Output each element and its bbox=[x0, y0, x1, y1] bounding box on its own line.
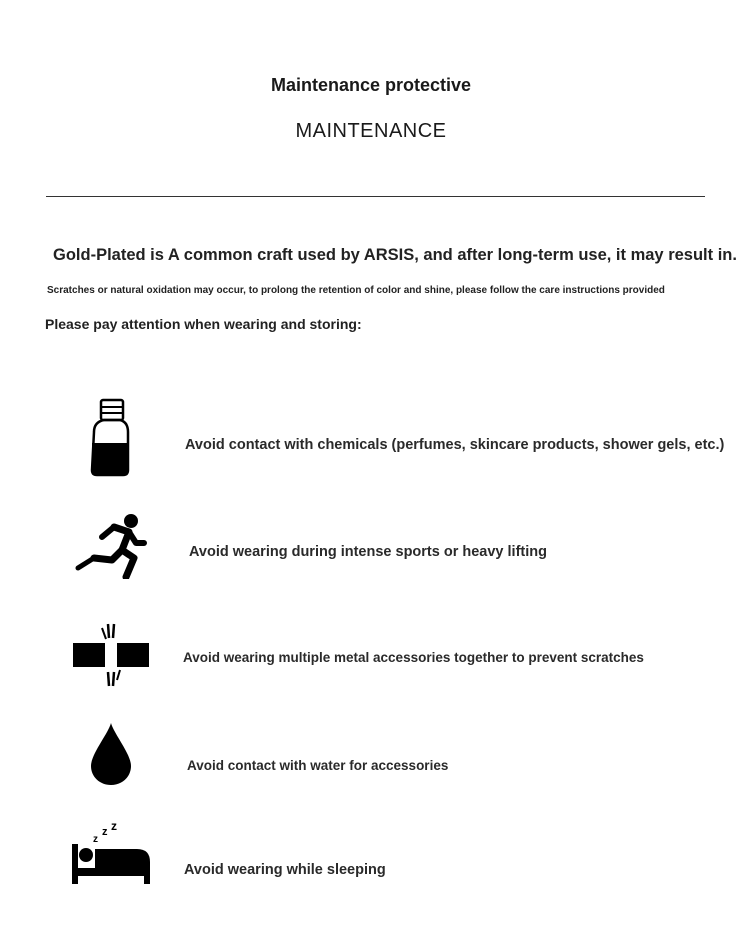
attention-heading: Please pay attention when wearing and storing: bbox=[45, 316, 362, 332]
running-person-icon bbox=[74, 513, 148, 584]
care-item-text: Avoid wearing multiple metal accessories together to prevent scratches bbox=[183, 650, 644, 665]
intro-headline: Gold-Plated is A common craft used by ARSIS, and after long-term use, it may result in. bbox=[53, 246, 737, 264]
care-item-text: Avoid wearing while sleeping bbox=[184, 862, 386, 878]
water-drop-icon bbox=[90, 722, 132, 791]
intro-note: Scratches or natural oxidation may occur, to prolong the retention of color and shine, please follow the care instructions provided bbox=[47, 285, 665, 296]
divider bbox=[46, 196, 705, 197]
svg-text:z: z bbox=[111, 822, 117, 833]
care-item-text: Avoid contact with chemicals (perfumes, skincare products, shower gels, etc.) bbox=[185, 437, 725, 453]
care-item-text: Avoid contact with water for accessories bbox=[187, 758, 449, 773]
svg-text:z: z bbox=[102, 826, 108, 838]
broken-bar-icon bbox=[72, 622, 150, 693]
care-item-text: Avoid wearing during intense sports or heavy lifting bbox=[189, 544, 547, 560]
svg-text:z: z bbox=[93, 834, 98, 845]
page-subtitle: MAINTENANCE bbox=[295, 120, 447, 142]
bed-sleep-icon bbox=[71, 822, 153, 891]
bottle-icon bbox=[88, 398, 133, 483]
page-title: Maintenance protective bbox=[270, 75, 472, 95]
